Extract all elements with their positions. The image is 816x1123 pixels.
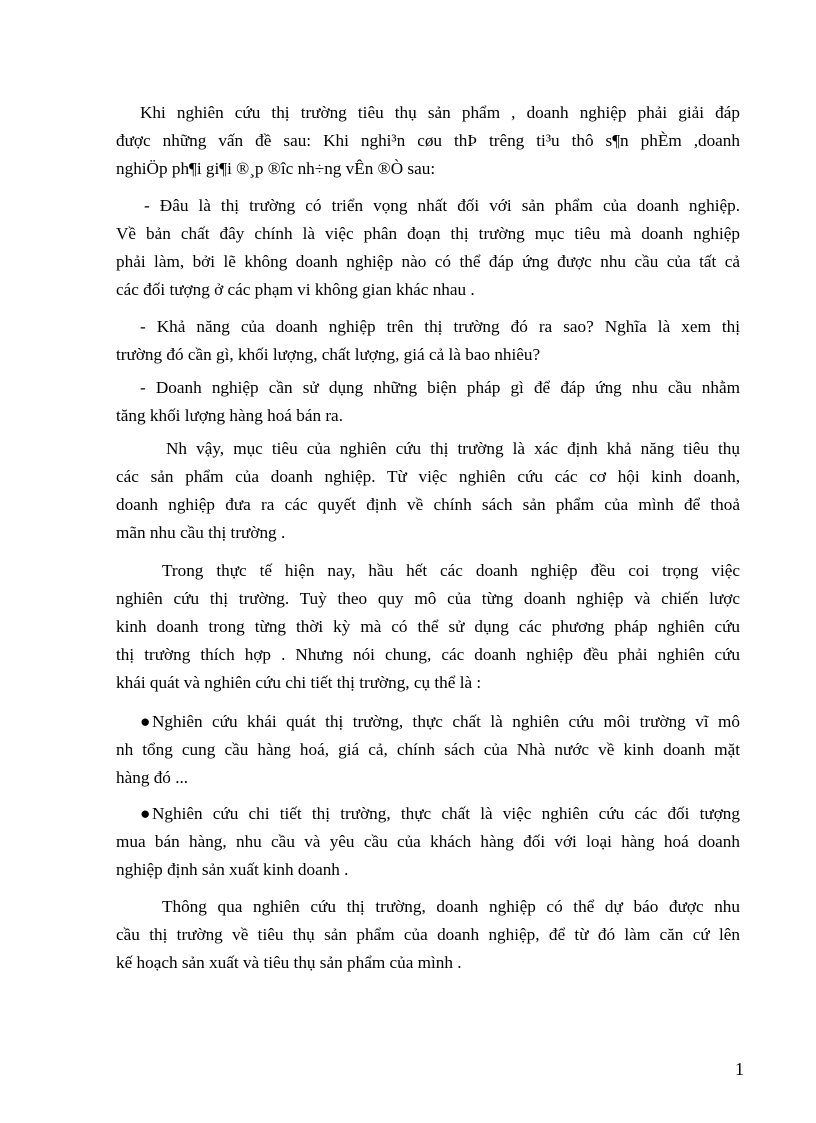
page-number: 1	[735, 1059, 744, 1079]
paragraph-question-2	[116, 313, 740, 369]
text-line: nh tổng cung cầu hàng hoá, giá cả, chính sách của Nhà nước về kinh doanh mặt	[116, 740, 740, 759]
text-line: ●Nghiên cứu khái quát thị trường, thực chất là nghiên cứu môi trường vĩ mô	[116, 708, 740, 736]
paragraph-question-1	[116, 192, 740, 304]
text-line: - Khả năng của doanh nghiệp trên thị trường đó ra sao? Nghĩa là xem thị	[140, 317, 740, 336]
text-line: nghiệp định sản xuất kinh doanh .	[116, 860, 349, 879]
text-line: nghiên cứu thị trường. Tuỳ theo quy mô của từng doanh nghiệp và chiến lược	[116, 589, 740, 608]
text-line: ●Nghiên cứu chi tiết thị trường, thực chất là việc nghiên cứu các đối tượng	[116, 800, 740, 828]
text-line: Khi nghiên cứu thị trường tiêu thụ sản phẩm , doanh nghiệp phải giải đáp	[140, 103, 740, 122]
text-line: các đối tượng ở các phạm vi không gian khác nhau .	[116, 280, 475, 299]
text-line: - Đâu là thị trường có triển vọng nhất đối với sản phẩm của doanh nghiệp.	[144, 196, 740, 215]
paragraph-market-goal	[116, 435, 740, 547]
text-line: được những vấn đề sau: Khi nghi³n cøu thÞ trêng ti³u thô s¶n phÈm ,doanh	[116, 131, 740, 150]
bullet-item-general-research	[116, 708, 740, 792]
text-line: phải làm, bởi lẽ không doanh nghiệp nào có thể đáp ứng được nhu cầu của tất cả	[116, 252, 740, 271]
text-line: mua bán hàng, nhu cầu và yêu cầu của khách hàng đối với loại hàng hoá doanh	[116, 832, 740, 851]
paragraph-current-practice	[116, 557, 740, 697]
text-line: tăng khối lượng hàng hoá bán ra.	[116, 406, 343, 425]
text-line: Về bản chất đây chính là việc phân đoạn thị trường mục tiêu mà doanh nghiệp	[116, 224, 740, 243]
text-line: nghiÖp ph¶i gi¶i ®¸p ®îc nh÷ng vÊn ®Ò sau:	[116, 159, 436, 178]
text-line: khái quát và nghiên cứu chi tiết thị trường, cụ thể là :	[116, 673, 482, 692]
text-line: cầu thị trường về tiêu thụ sản phẩm của doanh nghiệp, để từ đó làm căn cứ lên	[116, 925, 740, 944]
text-line: Thông qua nghiên cứu thị trường, doanh nghiệp có thể dự báo được nhu	[162, 897, 740, 916]
paragraph-conclusion	[116, 893, 740, 977]
bullet-item-detailed-research	[116, 800, 740, 884]
bullet-icon: ●	[140, 712, 151, 731]
paragraph-question-3	[116, 374, 740, 430]
text-line: kinh doanh trong từng thời kỳ mà có thể sử dụng các phương pháp nghiên cứu	[116, 617, 740, 636]
text-line: doanh nghiệp đưa ra các quyết định về chính sách sản phẩm của mình để thoả	[116, 495, 740, 514]
text-line: Trong thực tế hiện nay, hầu hết các doanh nghiệp đều coi trọng việc	[162, 561, 740, 580]
bullet-icon: ●	[140, 804, 151, 823]
text-line: mãn nhu cầu thị trường .	[116, 523, 286, 542]
text-line: Nh vậy, mục tiêu của nghiên cứu thị trường là xác định khả năng tiêu thụ	[166, 439, 740, 458]
paragraph-intro	[116, 99, 740, 183]
text-line: các sản phẩm của doanh nghiệp. Từ việc nghiên cứu các cơ hội kinh doanh,	[116, 467, 740, 486]
text-line: - Doanh nghiệp cần sử dụng những biện pháp gì để đáp ứng nhu cầu nhằm	[140, 378, 740, 397]
text-line: hàng đó ...	[116, 768, 189, 787]
text-line: trường đó cần gì, khối lượng, chất lượng, giá cả là bao nhiêu?	[116, 345, 541, 364]
text-line: kế hoạch sản xuất và tiêu thụ sản phẩm của mình .	[116, 953, 462, 972]
text-line: thị trường thích hợp . Nhưng nói chung, các doanh nghiệp đều phải nghiên cứu	[116, 645, 740, 664]
